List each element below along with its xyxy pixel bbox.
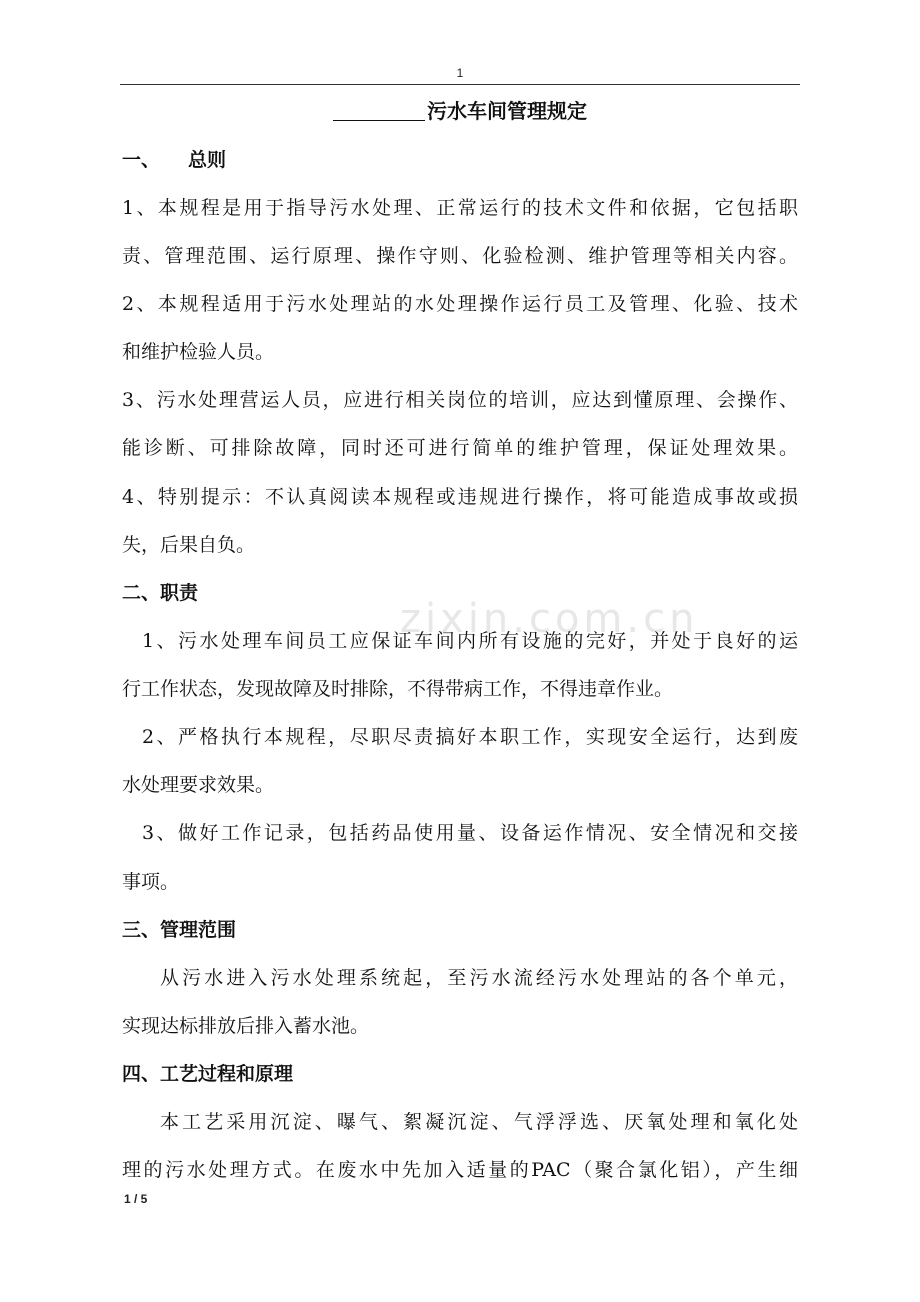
paragraph-line: 和维护检验人员。 (122, 341, 275, 363)
section-heading-text: 总则 (188, 149, 227, 171)
paragraph-line: 2、本规程适用于污水处理站的水处理操作运行员工及管理、化验、技术 (122, 293, 798, 315)
paragraph-line: 3、污水处理营运人员，应进行相关岗位的培训，应达到懂原理、会操作、 (122, 389, 798, 411)
section-heading-process: 四、工艺过程和原理 (122, 1063, 294, 1085)
paragraph-line: 2、严格执行本规程，尽职尽责搞好本职工作，实现安全运行，达到废 (142, 726, 798, 748)
paragraph-line: 本工艺采用沉淀、曝气、絮凝沉淀、气浮浮选、厌氧处理和氧化处 (160, 1111, 798, 1133)
paragraph-line: 失，后果自负。 (122, 534, 256, 556)
paragraph-line: 行工作状态，发现故障及时排除，不得带病工作，不得违章作业。 (122, 678, 674, 700)
section-heading-duties: 二、职责 (122, 582, 199, 604)
paragraph-line: 3、做好工作记录，包括药品使用量、设备运作情况、安全情况和交接 (142, 822, 798, 844)
paragraph-line: 实现达标排放后排入蓄水池。 (122, 1015, 370, 1037)
header-divider (120, 84, 800, 85)
paragraph-line: 1、本规程是用于指导污水处理、正常运行的技术文件和依据，它包括职 (122, 197, 798, 219)
document-title-text: 污水车间管理规定 (427, 99, 587, 123)
title-blank-underline (333, 98, 425, 121)
paragraph-line: 责、管理范围、运行原理、操作守则、化验检测、维护管理等相关内容。 (122, 245, 798, 267)
page-indicator: 1 / 5 (124, 1192, 148, 1206)
section-heading-scope: 三、管理范围 (122, 919, 237, 941)
paragraph-line: 事项。 (122, 871, 180, 893)
section-heading-general (122, 147, 226, 173)
paragraph-line: 1、污水处理车间员工应保证车间内所有设施的完好，并处于良好的运 (142, 630, 798, 652)
paragraph-line: 从污水进入污水处理系统起，至污水流经污水处理站的各个单元， (160, 967, 798, 989)
paragraph-line: 水处理要求效果。 (122, 774, 275, 796)
section-number: 一、 (122, 149, 161, 171)
paragraph-line: 能诊断、可排除故障，同时还可进行简单的维护管理，保证处理效果。 (122, 437, 798, 459)
paragraph-line: 4、特别提示：不认真阅读本规程或违规进行操作，将可能造成事故或损 (122, 486, 798, 508)
document-title (0, 95, 920, 124)
paragraph-line: 理的污水处理方式。在废水中先加入适量的PAC（聚合氯化铝），产生细 (122, 1159, 798, 1181)
watermark: zixin.com.cn (400, 596, 699, 642)
page-header-number: 1 (456, 66, 464, 80)
